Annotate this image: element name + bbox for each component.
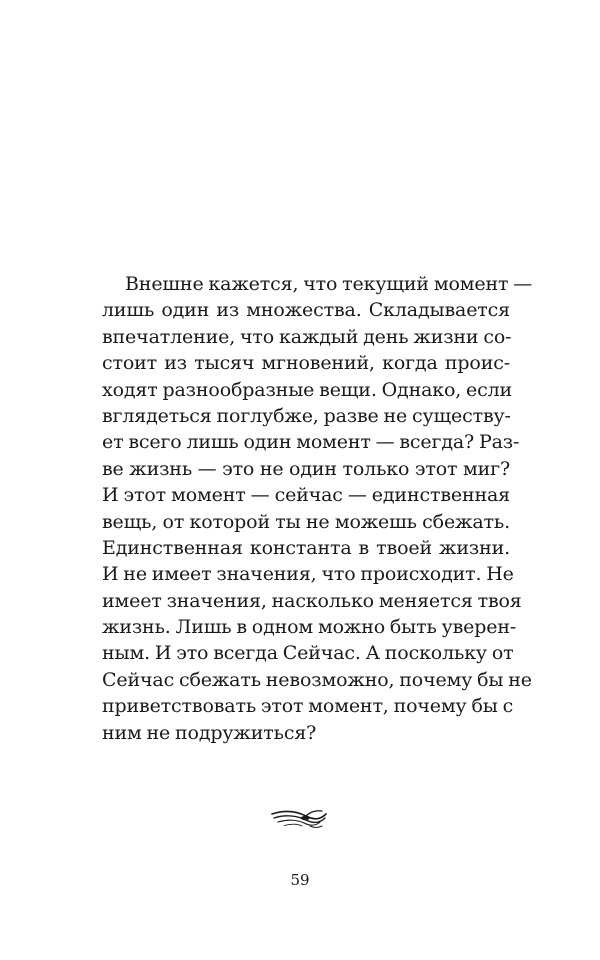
paragraph-line: стоит из тысяч мгновений, когда проис- (102, 352, 510, 375)
paragraph (102, 271, 533, 746)
paragraph-line: Сейчас сбежать невозможно, почему бы не (102, 668, 532, 691)
paragraph-line: И этот момент — сейчас — единственная (102, 484, 510, 507)
paragraph-line: Единственная константа в твоей жизни. (102, 536, 510, 559)
paragraph-line: ходят разнообразные вещи. Однако, если (102, 378, 513, 401)
paragraph-line: Внешне кажется, что текущий момент — (125, 273, 533, 295)
paragraph-line: жизнь. Лишь в одном можно быть уверен- (102, 616, 517, 639)
fleuron-icon (270, 808, 328, 830)
paragraph-line: впечатление, что каждый день жизни со- (102, 325, 512, 348)
paragraph-line: имеет значения, насколько меняется твоя (102, 589, 522, 612)
paragraph-line: вещь, от которой ты не можешь сбежать. (102, 510, 510, 533)
paragraph-line: лишь один из множества. Складывается (102, 299, 510, 322)
paragraph-line: ет всего лишь один момент — всегда? Раз- (102, 431, 520, 454)
paragraph-line: И не имеет значения, что происходит. Не (102, 563, 514, 586)
paragraph-line: приветствовать этот момент, почему бы с (102, 695, 514, 718)
paragraph-line: ным. И это всегда Сейчас. А поскольку от (102, 642, 514, 665)
page-number: 59 (290, 871, 310, 889)
paragraph-line: вглядеться поглубже, разве не существу- (102, 404, 511, 427)
paragraph-line: ве жизнь — это не один только этот миг? (102, 457, 510, 480)
paragraph-line: ним не подружиться? (102, 721, 317, 744)
